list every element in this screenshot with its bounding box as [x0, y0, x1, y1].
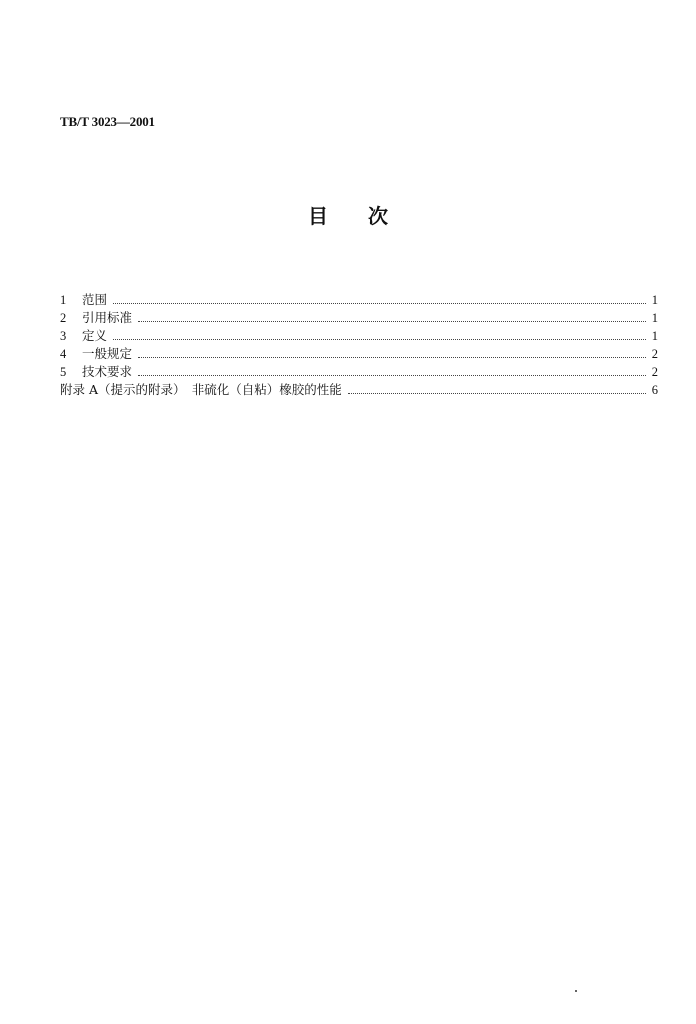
toc-title-char-2: 次 — [368, 204, 388, 228]
toc-entry-label: 引用标准 — [82, 310, 133, 325]
scan-speck — [575, 990, 577, 992]
toc-entry-page: 2 — [651, 347, 658, 361]
toc-entry-label: 定义 — [82, 328, 108, 343]
toc-entry-appendix-a[interactable] — [60, 381, 658, 399]
toc-entry-number: 1 — [60, 293, 67, 307]
toc-dot-leader — [138, 374, 646, 376]
toc-entry-page: 1 — [651, 329, 658, 343]
toc-entry-number: 5 — [60, 365, 67, 379]
toc-entry-number: 2 — [60, 311, 67, 325]
toc-entry-technical-requirements[interactable] — [60, 363, 658, 381]
toc-dot-leader — [113, 302, 646, 304]
standard-number: TB/T 3023—2001 — [60, 114, 155, 129]
toc-title-char-1: 目 — [308, 204, 328, 228]
toc-entry-page: 2 — [651, 365, 658, 379]
toc-entry-label: 范围 — [82, 292, 108, 307]
toc-entry-definitions[interactable] — [60, 327, 658, 345]
toc-dot-leader — [138, 356, 646, 358]
toc-entry-scope[interactable] — [60, 291, 658, 309]
toc-dot-leader — [348, 392, 646, 394]
toc-dot-leader — [138, 320, 646, 322]
toc-entry-number: 4 — [60, 347, 67, 361]
toc-list — [60, 291, 658, 399]
toc-dot-leader — [113, 338, 646, 340]
toc-entry-page: 1 — [651, 311, 658, 325]
toc-title — [0, 200, 696, 229]
toc-entry-label: 一般规定 — [82, 346, 133, 361]
toc-entry-page: 6 — [651, 383, 658, 397]
toc-entry-label: 技术要求 — [82, 364, 133, 379]
toc-entry-page: 1 — [651, 293, 658, 307]
toc-entry-label: 附录 A（提示的附录） 非硫化（自粘）橡胶的性能 — [60, 382, 342, 397]
toc-entry-general-rules[interactable] — [60, 345, 658, 363]
toc-entry-number: 3 — [60, 329, 67, 343]
toc-entry-references[interactable] — [60, 309, 658, 327]
